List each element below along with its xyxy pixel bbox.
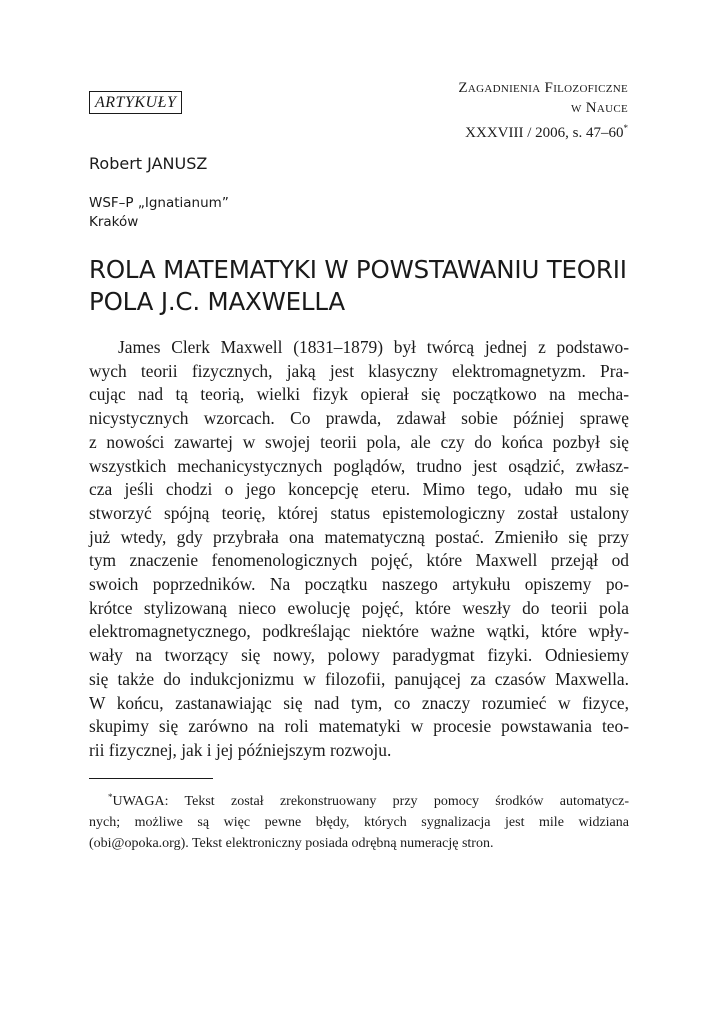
abstract-paragraph bbox=[89, 336, 629, 763]
paragraph-line: cza jeśli chodzi o jego koncepcję eteru. Mimo tego, udało mu się bbox=[89, 479, 629, 500]
journal-name: Zagadnienia Filozoficzne bbox=[458, 80, 628, 96]
section-label-text: ARTYKUŁY bbox=[95, 94, 177, 111]
paragraph-line: wych teorii fizycznych, jaką jest klasyczny elektromagnetyzm. Pra- bbox=[89, 360, 629, 381]
journal-volume-pages bbox=[458, 118, 628, 143]
paragraph-line: elektromagnetycznego, podkreślając niektóre ważne wątki, które wpły- bbox=[89, 621, 629, 642]
author-name: Robert JANUSZ bbox=[89, 154, 208, 173]
footnote bbox=[89, 787, 629, 854]
article-title-line: ROLA MATEMATYKI W POWSTAWANIU TEORII bbox=[89, 255, 627, 284]
paragraph-line: krótce stylizowaną nieco ewolucję pojęć, które weszły do teorii pola bbox=[89, 597, 629, 618]
journal-volume-text: XXXVIII / 2006, s. 47–60 bbox=[465, 125, 624, 141]
journal-footnote-mark: * bbox=[623, 123, 628, 133]
paragraph-line: stworzyć spójną teorię, której status epistemologiczny został ustalony bbox=[89, 502, 629, 523]
paragraph-line: cując nad tą teorią, wielki fizyk opierał się początkowo na mecha- bbox=[89, 384, 629, 405]
affiliation-institution: WSF–P „Ignatianum” bbox=[89, 195, 229, 211]
article-title bbox=[89, 254, 649, 318]
footnote-mark: * bbox=[108, 792, 113, 802]
paragraph-line: swoich poprzedników. Na początku naszego artykułu opiszemy po- bbox=[89, 574, 629, 595]
paragraph-line: rii fizycznej, jak i jej późniejszym rozwoju. bbox=[89, 739, 392, 760]
paragraph-line: wały na tworzący się nowy, polowy paradygmat fizyki. Odniesiemy bbox=[89, 645, 629, 666]
paragraph-line: już wtedy, gdy przybrała ona matematyczną postać. Zmieniło się przy bbox=[89, 526, 629, 547]
affiliation-city: Kraków bbox=[89, 214, 139, 230]
paragraph-line: się także do indukcjonizmu w filozofii, panującej za czasów Maxwella. bbox=[89, 668, 629, 689]
section-label bbox=[89, 91, 182, 114]
author-affiliation bbox=[89, 194, 229, 232]
footnote-rule bbox=[89, 778, 213, 779]
journal-reference bbox=[458, 78, 628, 143]
article-title-line: POLA J.C. MAXWELLA bbox=[89, 287, 345, 316]
paragraph-line: W końcu, zastanawiając się nad tym, co znaczy rozumieć w fizyce, bbox=[89, 692, 629, 713]
paragraph-line: wszystkich mechanicystycznych poglądów, trudno jest osądzić, zwłasz- bbox=[89, 455, 629, 476]
footnote-line bbox=[89, 787, 629, 812]
paragraph-line: skupimy się zarówno na roli matematyki w procesie powstawania teo- bbox=[89, 716, 629, 737]
footnote-line-text: UWAGA: Tekst został zrekonstruowany przy pomocy środków automatycz- bbox=[112, 794, 629, 809]
paragraph-line: James Clerk Maxwell (1831–1879) był twórcą jednej z podstawo- bbox=[118, 337, 629, 357]
footnote-line: nych; możliwe są więc pewne błędy, których sygnalizacja jest mile widziana bbox=[89, 815, 629, 830]
paragraph-line: z nowości zawartej w swojej teorii pola, ale czy do końca pozbył się bbox=[89, 431, 629, 452]
paragraph-line: tym znaczenie fenomenologicznych pojęć, które Maxwell przejął od bbox=[89, 550, 629, 571]
journal-name-cont: w Nauce bbox=[570, 100, 628, 116]
paragraph-line: nicystycznych wzorcach. Co prawda, zdawał sobie później sprawę bbox=[89, 408, 629, 429]
footnote-line: (obi@opoka.org). Tekst elektroniczny posiada odrębną numerację stron. bbox=[89, 836, 494, 851]
